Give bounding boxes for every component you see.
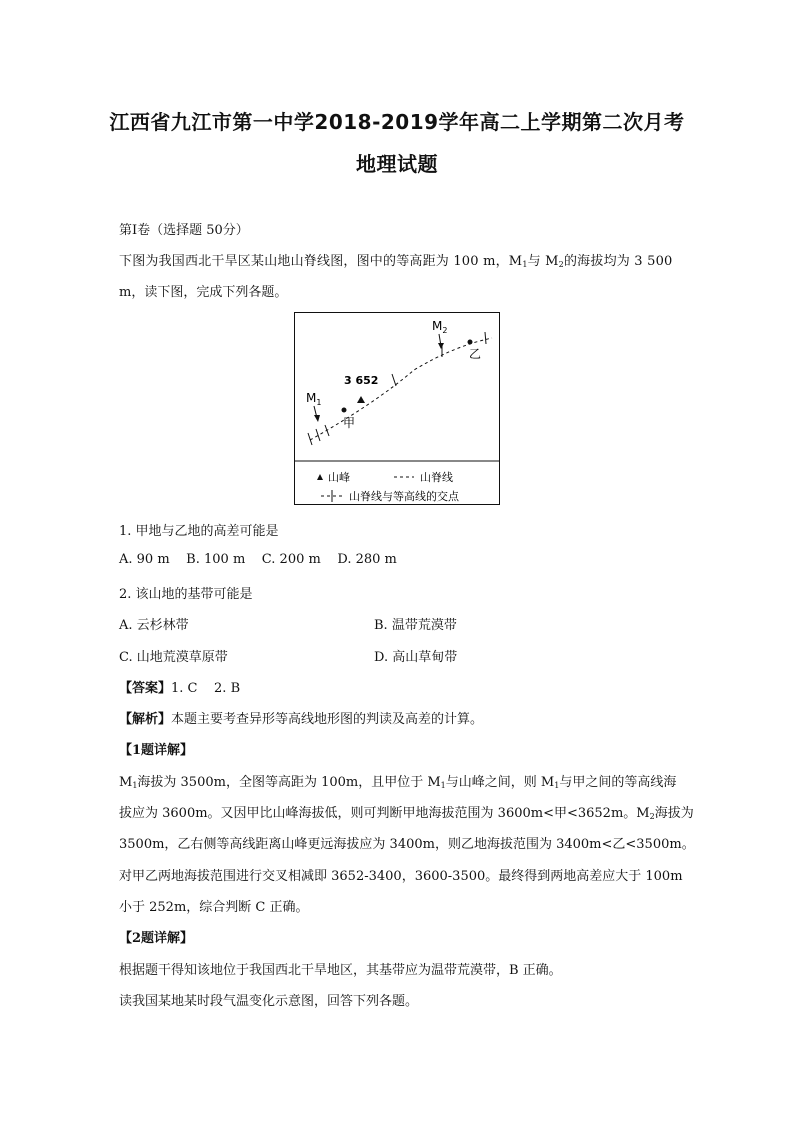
analysis-label: 【解析】 bbox=[119, 712, 172, 727]
detail-1-line-5: 小于 252m，综合判断 C 正确。 bbox=[119, 900, 309, 915]
m2-label: $M_2$ bbox=[432, 319, 448, 335]
detail-1-line-3: 3500m，乙右侧等高线距离山峰更远海拔应为 3400m，则乙地海拔范围为 3400m<乙<3500m。 bbox=[119, 837, 695, 852]
detail-1-text-c: 与甲之间的等高线海 bbox=[559, 775, 677, 790]
detail-1-line-1 bbox=[119, 771, 676, 790]
point-yi-dot bbox=[468, 340, 473, 345]
question-1-options: A. 90 m B. 100 m C. 200 m D. 280 m bbox=[119, 552, 397, 567]
legend-intersection-label: 山脊线与等高线的交点 bbox=[349, 490, 459, 503]
answer-text: 1. C 2. B bbox=[171, 681, 241, 696]
m1-label: $M_1$ bbox=[306, 391, 322, 407]
section-header: 第Ⅰ卷（选择题 50分） bbox=[119, 223, 249, 238]
detail-2-line-1: 根据题干得知该地位于我国西北干旱地区，其基带应为温带荒漠带，B 正确。 bbox=[119, 963, 562, 978]
intro-paragraph-line-2: m，读下图，完成下列各题。 bbox=[119, 285, 288, 300]
detail-2-header: 【2题详解】 bbox=[119, 931, 194, 946]
question-2-option-a: A. 云杉林带 bbox=[119, 618, 189, 633]
detail-1-sub: 1 bbox=[132, 781, 138, 790]
intro-text-c: 的海拔均为 3 500 bbox=[563, 254, 673, 269]
detail-1-header: 【1题详解】 bbox=[119, 743, 194, 758]
detail-1-text-b: 与山峰之间，则 M bbox=[445, 775, 555, 790]
legend-peak-label: 山峰 bbox=[328, 471, 350, 484]
detail-1-text-e: 海拔为 bbox=[654, 806, 694, 821]
legend-ridge-label: 山脊线 bbox=[420, 471, 453, 484]
peak-elevation-label: 3 652 bbox=[344, 374, 379, 387]
question-2-option-b: B. 温带荒漠带 bbox=[374, 618, 457, 633]
point-jia-label: 甲 bbox=[343, 416, 356, 430]
detail-1-text-a: 海拔为 3500m，全图等高距为 100m，且甲位于 M bbox=[137, 775, 441, 790]
ridge-line-figure bbox=[294, 312, 500, 505]
question-2-option-c: C. 山地荒漠草原带 bbox=[119, 650, 228, 665]
intro-text-b: 与 M bbox=[527, 254, 559, 269]
detail-1-sub: 2 bbox=[649, 812, 655, 821]
detail-1-line-2 bbox=[119, 802, 694, 821]
detail-1-sub: 1 bbox=[440, 781, 446, 790]
detail-1-line-4: 对甲乙两地海拔范围进行交叉相减即 3652-3400，3600-3500。最终得到两地高差应大于 100m bbox=[119, 869, 683, 884]
analysis-line bbox=[119, 708, 483, 727]
detail-1-text-d: 拔应为 3600m。又因甲比山峰海拔低，则可判断甲地海拔范围为 3600m<甲<3652m。M bbox=[119, 806, 650, 821]
intro-paragraph-line-1 bbox=[119, 250, 673, 269]
point-jia-dot bbox=[342, 408, 347, 413]
intro-sub-2: 2 bbox=[558, 260, 564, 269]
point-yi-label: 乙 bbox=[469, 347, 482, 361]
detail-1-m: M bbox=[119, 775, 133, 790]
intro-text-a: 下图为我国西北干旱区某山地山脊线图，图中的等高距为 100 m，M bbox=[119, 254, 523, 269]
page-subtitle: 地理试题 bbox=[356, 152, 438, 176]
page-title: 江西省九江市第一中学2018-2019学年高二上学期第二次月考 bbox=[109, 110, 685, 134]
intro-sub-1: 1 bbox=[522, 260, 528, 269]
detail-1-sub: 1 bbox=[554, 781, 560, 790]
ridge-line-map bbox=[294, 312, 500, 505]
question-2-option-d: D. 高山草甸带 bbox=[374, 650, 458, 665]
question-2-stem: 2. 该山地的基带可能是 bbox=[119, 587, 253, 602]
answer-label: 【答案】 bbox=[119, 681, 172, 696]
answer-line bbox=[119, 677, 240, 696]
question-1-stem: 1. 甲地与乙地的高差可能是 bbox=[119, 524, 279, 539]
analysis-text: 本题主要考查异形等高线地形图的判读及高差的计算。 bbox=[171, 712, 484, 727]
next-question-intro: 读我国某地某时段气温变化示意图，回答下列各题。 bbox=[119, 994, 419, 1009]
